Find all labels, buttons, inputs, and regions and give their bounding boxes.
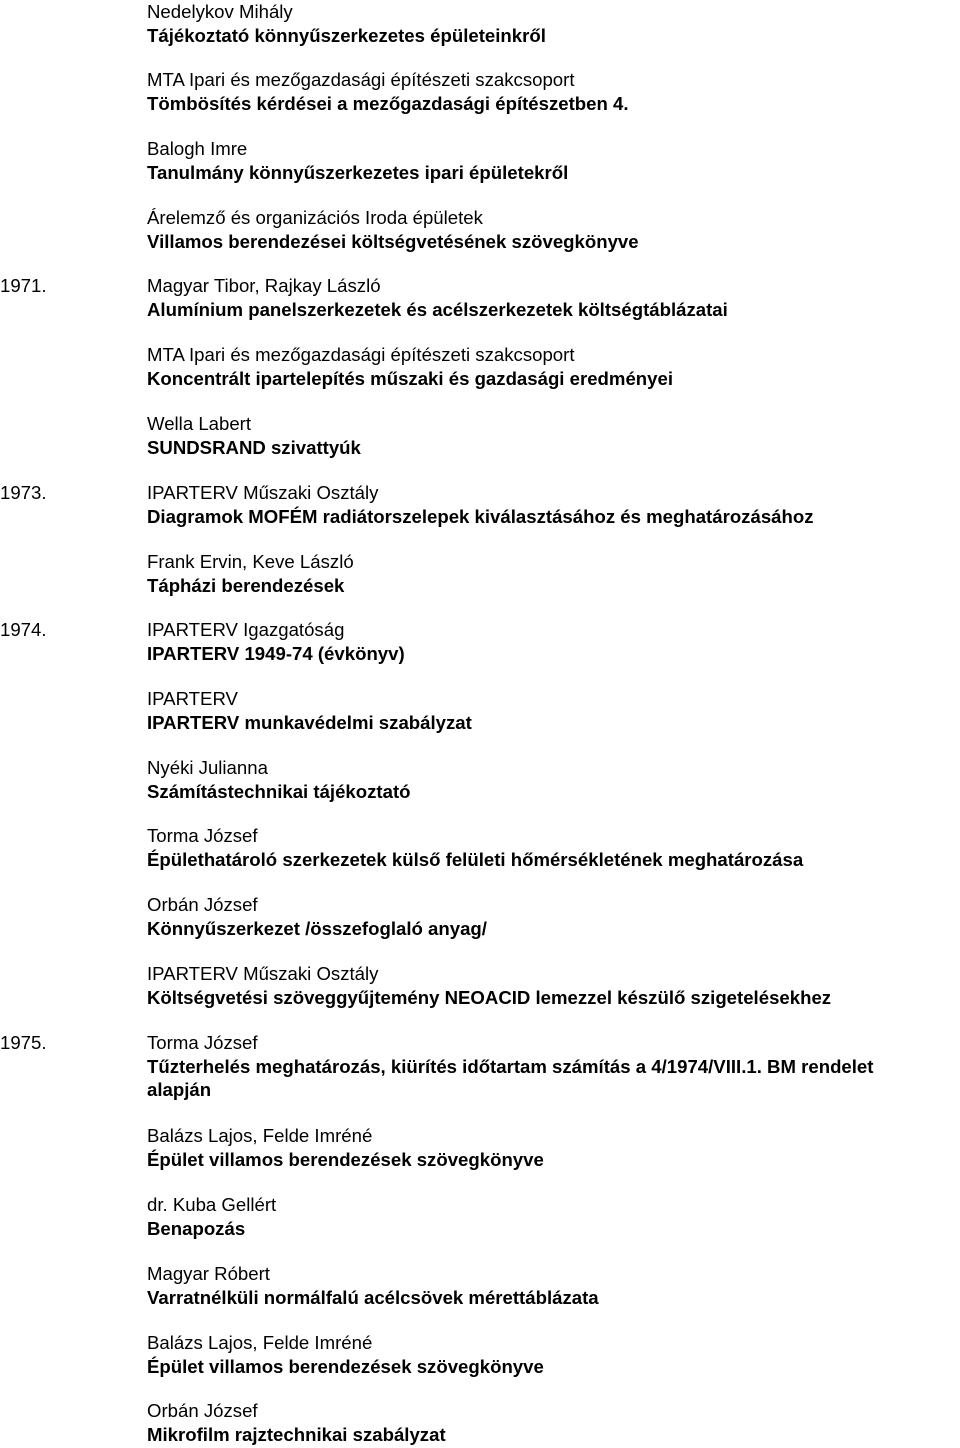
entry-title: Villamos berendezései költségvetésének szövegkönyve	[147, 230, 639, 252]
entry-title: Tanulmány könnyűszerkezetes ipari épületekről	[147, 161, 569, 183]
entry-title-row	[0, 1148, 960, 1172]
entry-author-row	[0, 893, 960, 917]
entry-author: Nedelykov Mihály	[147, 1, 293, 22]
entry-title-row	[0, 986, 960, 1010]
entry-title: Számítástechnikai tájékoztató	[147, 780, 411, 802]
entry-author-row	[0, 206, 960, 230]
entry-author: dr. Kuba Gellért	[147, 1194, 277, 1215]
entry-year: 1974.	[0, 619, 47, 640]
entry-author: MTA Ipari és mezőgazdasági építészeti szakcsoport	[147, 69, 575, 90]
entry-title: Tápházi berendezések	[147, 574, 345, 596]
entry-title: Épület villamos berendezések szövegkönyve	[147, 1148, 544, 1170]
entry-title-row	[0, 711, 960, 735]
entry-title-row	[0, 1423, 960, 1447]
entry-author-row	[0, 0, 960, 24]
entry-author: MTA Ipari és mezőgazdasági építészeti szakcsoport	[147, 344, 575, 365]
entry-author: IPARTERV	[147, 688, 238, 709]
entry-author-row	[0, 1124, 960, 1148]
entry-author: Torma József	[147, 825, 258, 846]
entry-author: Balogh Imre	[147, 138, 248, 159]
entry-title-row	[0, 1286, 960, 1310]
entry-author: IPARTERV Műszaki Osztály	[147, 482, 379, 503]
entry-author-row	[0, 1193, 960, 1217]
entry-title-row	[0, 917, 960, 941]
entry-title: Költségvetési szöveggyűjtemény NEOACID lemezzel készülő szigetelésekhez	[147, 986, 832, 1008]
entry-author-row	[0, 68, 960, 92]
entry-author-row	[0, 824, 960, 848]
entry-title: alapján	[147, 1079, 212, 1100]
entry-title-row	[0, 92, 960, 116]
entry-author: Balázs Lajos, Felde Imréné	[147, 1332, 373, 1353]
entry-author-row	[0, 687, 960, 711]
entry-author: Magyar Tibor, Rajkay László	[147, 275, 381, 296]
entry-author-row	[0, 137, 960, 161]
entry-title-row	[0, 24, 960, 48]
entry-author-row	[0, 1331, 960, 1355]
entry-title-row	[0, 436, 960, 460]
entry-title: Varratnélküli normálfalú acélcsövek mérettáblázata	[147, 1286, 599, 1308]
entry-title-row	[0, 1217, 960, 1241]
entry-title: Diagramok MOFÉM radiátorszelepek kiválasztásához és meghatározásához	[147, 505, 814, 527]
entry-title: IPARTERV 1949-74 (évkönyv)	[147, 642, 405, 664]
entry-author: Wella Labert	[147, 413, 252, 434]
entry-title: Épület villamos berendezések szövegkönyve	[147, 1355, 544, 1377]
entry-author-row	[0, 618, 960, 642]
entry-title-row	[0, 848, 960, 872]
entry-author: Orbán József	[147, 1400, 258, 1421]
entry-title-row	[0, 780, 960, 804]
entry-author: Balázs Lajos, Felde Imréné	[147, 1125, 373, 1146]
entry-year: 1973.	[0, 482, 47, 503]
entry-title: Épülethatároló szerkezetek külső felületi hőmérsékletének meghatározása	[147, 848, 804, 870]
entry-title: Alumínium panelszerkezetek és acélszerkezetek költségtáblázatai	[147, 298, 728, 320]
entry-author-row	[0, 550, 960, 574]
entry-author-row	[0, 1031, 960, 1055]
entry-title-row	[0, 1078, 960, 1102]
entry-title-row	[0, 367, 960, 391]
entry-author: Frank Ervin, Keve László	[147, 551, 354, 572]
entry-title: Tűzterhelés meghatározás, kiürítés időtartam számítás a 4/1974/VIII.1. BM rendelet	[147, 1055, 874, 1077]
entry-author-row	[0, 756, 960, 780]
entry-title: Tömbösítés kérdései a mezőgazdasági építészetben 4.	[147, 92, 629, 114]
entry-author: IPARTERV Műszaki Osztály	[147, 963, 379, 984]
entry-title-row	[0, 298, 960, 322]
entry-title-row	[0, 230, 960, 254]
entry-title: Könnyűszerkezet /összefoglaló anyag/	[147, 917, 487, 939]
entry-author-row	[0, 412, 960, 436]
entry-title-row	[0, 642, 960, 666]
entry-author-row	[0, 1262, 960, 1286]
entry-author: Nyéki Julianna	[147, 757, 268, 778]
entry-author: Magyar Róbert	[147, 1263, 270, 1284]
entry-author-row	[0, 481, 960, 505]
entry-author-row	[0, 962, 960, 986]
entry-title: Mikrofilm rajztechnikai szabályzat	[147, 1423, 446, 1445]
entry-title: Tájékoztató könnyűszerkezetes épületeinkről	[147, 24, 546, 46]
entry-title: SUNDSRAND szivattyúk	[147, 436, 361, 458]
entry-year: 1975.	[0, 1032, 47, 1053]
entry-title: IPARTERV munkavédelmi szabályzat	[147, 711, 472, 733]
entry-author-row	[0, 274, 960, 298]
entry-title-row	[0, 1055, 960, 1079]
entry-author: Torma József	[147, 1032, 258, 1053]
entry-title: Benapozás	[147, 1217, 246, 1239]
entry-author: Árelemző és organizációs Iroda épületek	[147, 207, 483, 228]
entry-title-row	[0, 574, 960, 598]
entry-author: Orbán József	[147, 894, 258, 915]
entry-year: 1971.	[0, 275, 47, 296]
entry-title-row	[0, 161, 960, 185]
entry-author-row	[0, 343, 960, 367]
entry-title-row	[0, 505, 960, 529]
entry-author-row	[0, 1399, 960, 1423]
entry-title-row	[0, 1355, 960, 1379]
entry-author: IPARTERV Igazgatóság	[147, 619, 345, 640]
entry-title: Koncentrált ipartelepítés műszaki és gazdasági eredményei	[147, 367, 673, 389]
